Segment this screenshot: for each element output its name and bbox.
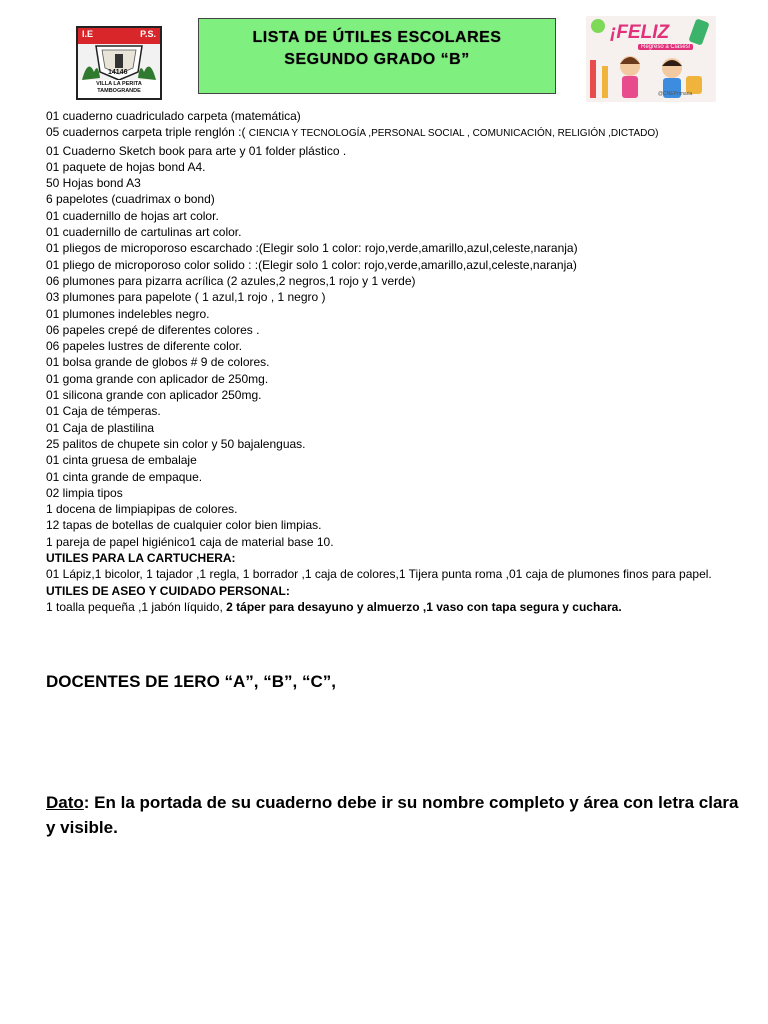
list-item: 01 plumones indelebles negro. bbox=[46, 306, 210, 321]
logo-caption bbox=[78, 81, 160, 95]
list-item: 50 Hojas bond A3 bbox=[46, 176, 141, 191]
aseo-heading: UTILES DE ASEO Y CUIDADO PERSONAL: bbox=[46, 583, 290, 598]
cartuchera-heading: UTILES PARA LA CARTUCHERA: bbox=[46, 551, 236, 566]
list-item: 12 tapas de botellas de cualquier color bien limpias. bbox=[46, 518, 322, 533]
list-item: 01 Cuaderno Sketch book para arte y 01 folder plástico . bbox=[46, 143, 347, 158]
list-item: 01 bolsa grande de globos # 9 de colores. bbox=[46, 355, 270, 370]
supplies-list bbox=[46, 108, 736, 615]
list-item: 01 cuadernillo de hojas art color. bbox=[46, 208, 219, 223]
list-item bbox=[46, 124, 736, 142]
list-item: 01 paquete de hojas bond A4. bbox=[46, 159, 206, 174]
list-item: 06 papeles lustres de diferente color. bbox=[46, 339, 243, 354]
back-to-school-image bbox=[586, 16, 716, 102]
regreso-text: Regreso a Clases! bbox=[638, 44, 693, 50]
list-item: 01 cuaderno cuadriculado carpeta (matemática) bbox=[46, 109, 301, 123]
list-item: 01 Caja de témperas. bbox=[46, 404, 161, 419]
dato-text: : En la portada de su cuaderno debe ir su nombre completo y área con letra clara y visible. bbox=[46, 793, 739, 837]
list-item: 01 goma grande con aplicador de 250mg. bbox=[46, 371, 269, 386]
list-item: 01 cinta gruesa de embalaje bbox=[46, 453, 197, 468]
tag-text: @CNEPrimaria bbox=[658, 91, 693, 97]
title-line-1: LISTA DE ÚTILES ESCOLARES bbox=[252, 29, 502, 46]
list-item: 01 pliego de microporoso color solido : :(Elegir solo 1 color: rojo,verde,amarillo,azul,celeste,naranja) bbox=[46, 257, 577, 272]
list-item: 01 pliegos de microporoso escarchado :(Elegir solo 1 color: rojo,verde,amarillo,azul,celeste,naranja) bbox=[46, 241, 578, 256]
list-item-text: 05 cuadernos carpeta triple renglón :( bbox=[46, 125, 246, 140]
cartuchera-text: 01 Lápiz,1 bicolor, 1 tajador ,1 regla, 1 borrador ,1 caja de colores,1 Tijera punta roma ,01 caja de plumones finos para papel. bbox=[46, 567, 712, 582]
logo-number: 14146 bbox=[108, 69, 128, 76]
list-item: 6 papelotes (cuadrimax o bond) bbox=[46, 192, 215, 207]
list-item: 01 Caja de plastilina bbox=[46, 420, 155, 435]
feliz-text: ¡FELIZ bbox=[610, 22, 670, 43]
logo-caption-line2: TAMBOGRANDE bbox=[97, 88, 141, 94]
list-item: 25 palitos de chupete sin color y 50 bajalenguas. bbox=[46, 436, 306, 451]
logo-caption-line1: VILLA LA PERITA bbox=[96, 81, 142, 87]
aseo-text bbox=[46, 599, 736, 615]
title-line-2: SEGUNDO GRADO “B” bbox=[284, 51, 470, 68]
list-item: 02 limpia tipos bbox=[46, 485, 123, 500]
logo-ps-text: P.S. bbox=[140, 29, 156, 39]
list-item: 06 plumones para pizarra acrílica (2 azules,2 negros,1 rojo y 1 verde) bbox=[46, 273, 416, 288]
aseo-text-normal: 1 toalla pequeña ,1 jabón líquido, bbox=[46, 599, 227, 614]
list-item: 1 pareja de papel higiénico1 caja de material base 10. bbox=[46, 534, 334, 549]
logo-ie-text: I.E bbox=[82, 29, 94, 39]
title-box bbox=[198, 18, 556, 94]
aseo-text-bold: 2 táper para desayuno y almuerzo ,1 vaso con tapa segura y cuchara. bbox=[226, 599, 622, 614]
dato-label: Dato bbox=[46, 793, 84, 812]
list-item-subjects: CIENCIA Y TECNOLOGÍA ,PERSONAL SOCIAL , COMUNICACIÓN, RELIGIÓN ,DICTADO) bbox=[248, 128, 659, 140]
list-item: 01 silicona grande con aplicador 250mg. bbox=[46, 388, 262, 403]
list-item: 01 cuadernillo de cartulinas art color. bbox=[46, 225, 242, 240]
teachers-heading: DOCENTES DE 1ERO “A”, “B”, “C”, bbox=[46, 672, 336, 691]
dato-note bbox=[46, 790, 746, 840]
list-item: 03 plumones para papelote ( 1 azul,1 rojo , 1 negro ) bbox=[46, 290, 326, 305]
school-logo bbox=[76, 26, 162, 100]
list-item: 06 papeles crepé de diferentes colores . bbox=[46, 322, 260, 337]
list-item: 01 cinta grande de empaque. bbox=[46, 469, 203, 484]
list-item: 1 docena de limpiapipas de colores. bbox=[46, 502, 238, 517]
